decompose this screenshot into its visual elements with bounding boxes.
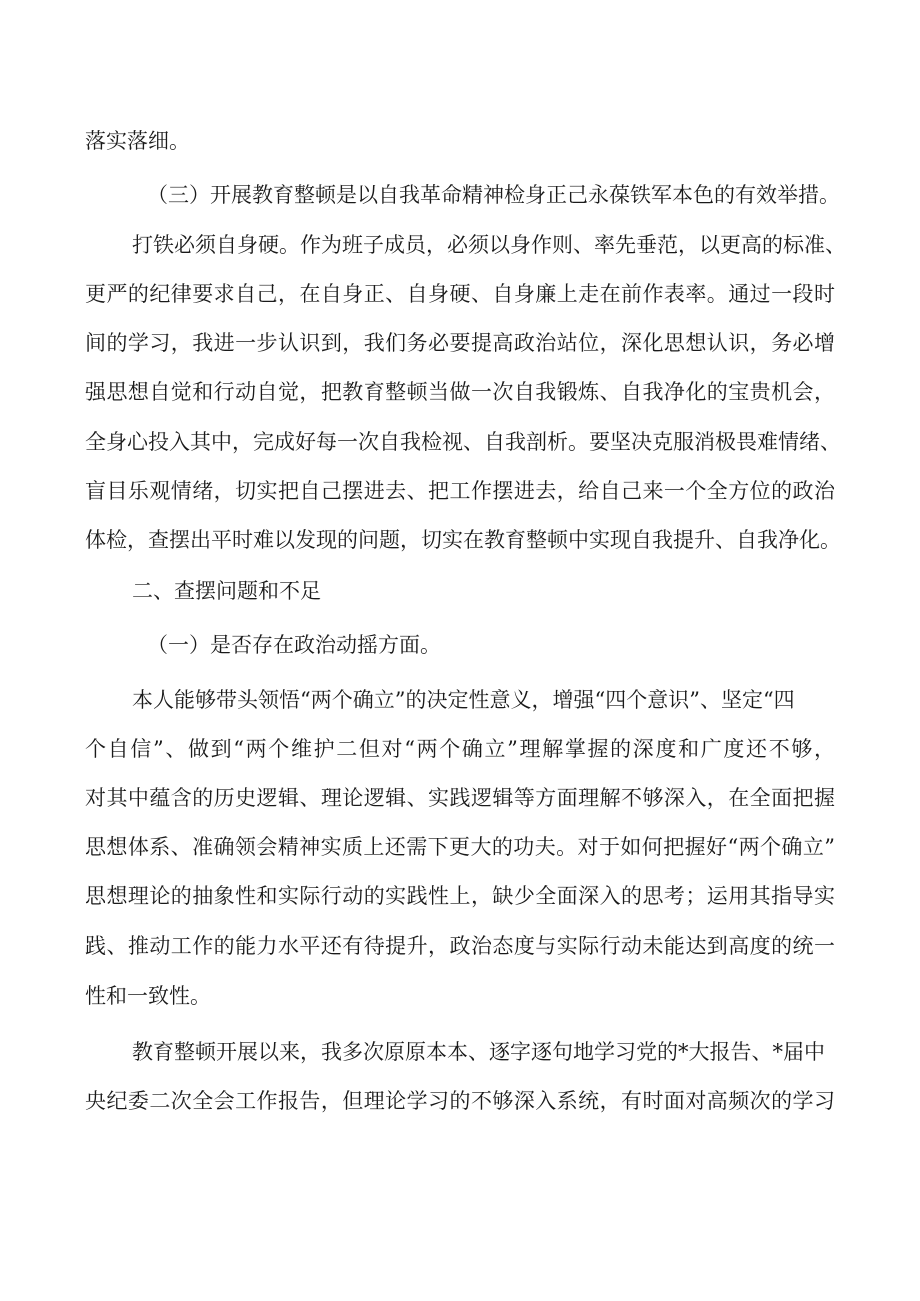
- text-line: 思想体系、准确领会精神实质上还需下更大的功夫。对于如何把握好“两个确立”: [85, 835, 835, 859]
- text-line: 思想理论的抽象性和实际行动的实践性上，缺少全面深入的思考；运用其指导实: [85, 884, 835, 908]
- text-line: 强思想自觉和行动自觉，把教育整顿当做一次自我锻炼、自我净化的宝贵机会，: [85, 380, 835, 404]
- section-heading: 二、查摆问题和不足: [132, 579, 321, 603]
- text-line: 个自信”、做到“两个维护二但对“两个确立”理解掌握的深度和广度还不够，: [85, 737, 835, 761]
- text-line: 打铁必须自身硬。作为班子成员，必须以身作则、率先垂范，以更高的标准、: [132, 233, 846, 257]
- text-line: 教育整顿开展以来，我多次原原本本、逐字逐句地学习党的*大报告、*届中: [132, 1040, 825, 1064]
- text-line: 本人能够带头领悟“两个确立”的决定性意义，增强“四个意识”、坚定“四: [132, 688, 795, 712]
- text-line: 央纪委二次全会工作报告，但理论学习的不够深入系统，有时面对高频次的学习: [85, 1089, 835, 1113]
- text-line: 盲目乐观情绪，切实把自己摆进去、把工作摆进去，给自己来一个全方位的政治: [85, 479, 835, 503]
- section-heading: （三）开展教育整顿是以自我革命精神检身正己永葆铁军本色的有效举措。: [147, 183, 840, 207]
- text-line: 对其中蕴含的历史逻辑、理论逻辑、实践逻辑等方面理解不够深入，在全面把握: [85, 786, 835, 810]
- subsection-heading: （一）是否存在政治动摇方面。: [147, 633, 441, 657]
- text-line: 更严的纪律要求自己，在自身正、自身硬、自身廉上走在前作表率。通过一段时: [85, 282, 835, 306]
- text-line: 践、推动工作的能力水平还有待提升，政治态度与实际行动未能达到高度的统一: [85, 934, 835, 958]
- text-line: 间的学习，我进一步认识到，我们务必要提高政治站位，深化思想认识，务必增: [85, 331, 835, 355]
- text-line: 体检，查摆出平时难以发现的问题，切实在教育整顿中实现自我提升、自我净化。: [85, 528, 841, 552]
- text-line: 落实落细。: [85, 129, 190, 153]
- text-line: 性和一致性。: [85, 984, 211, 1008]
- text-line: 全身心投入其中，完成好每一次自我检视、自我剖析。要坚决克服消极畏难情绪、: [85, 430, 841, 454]
